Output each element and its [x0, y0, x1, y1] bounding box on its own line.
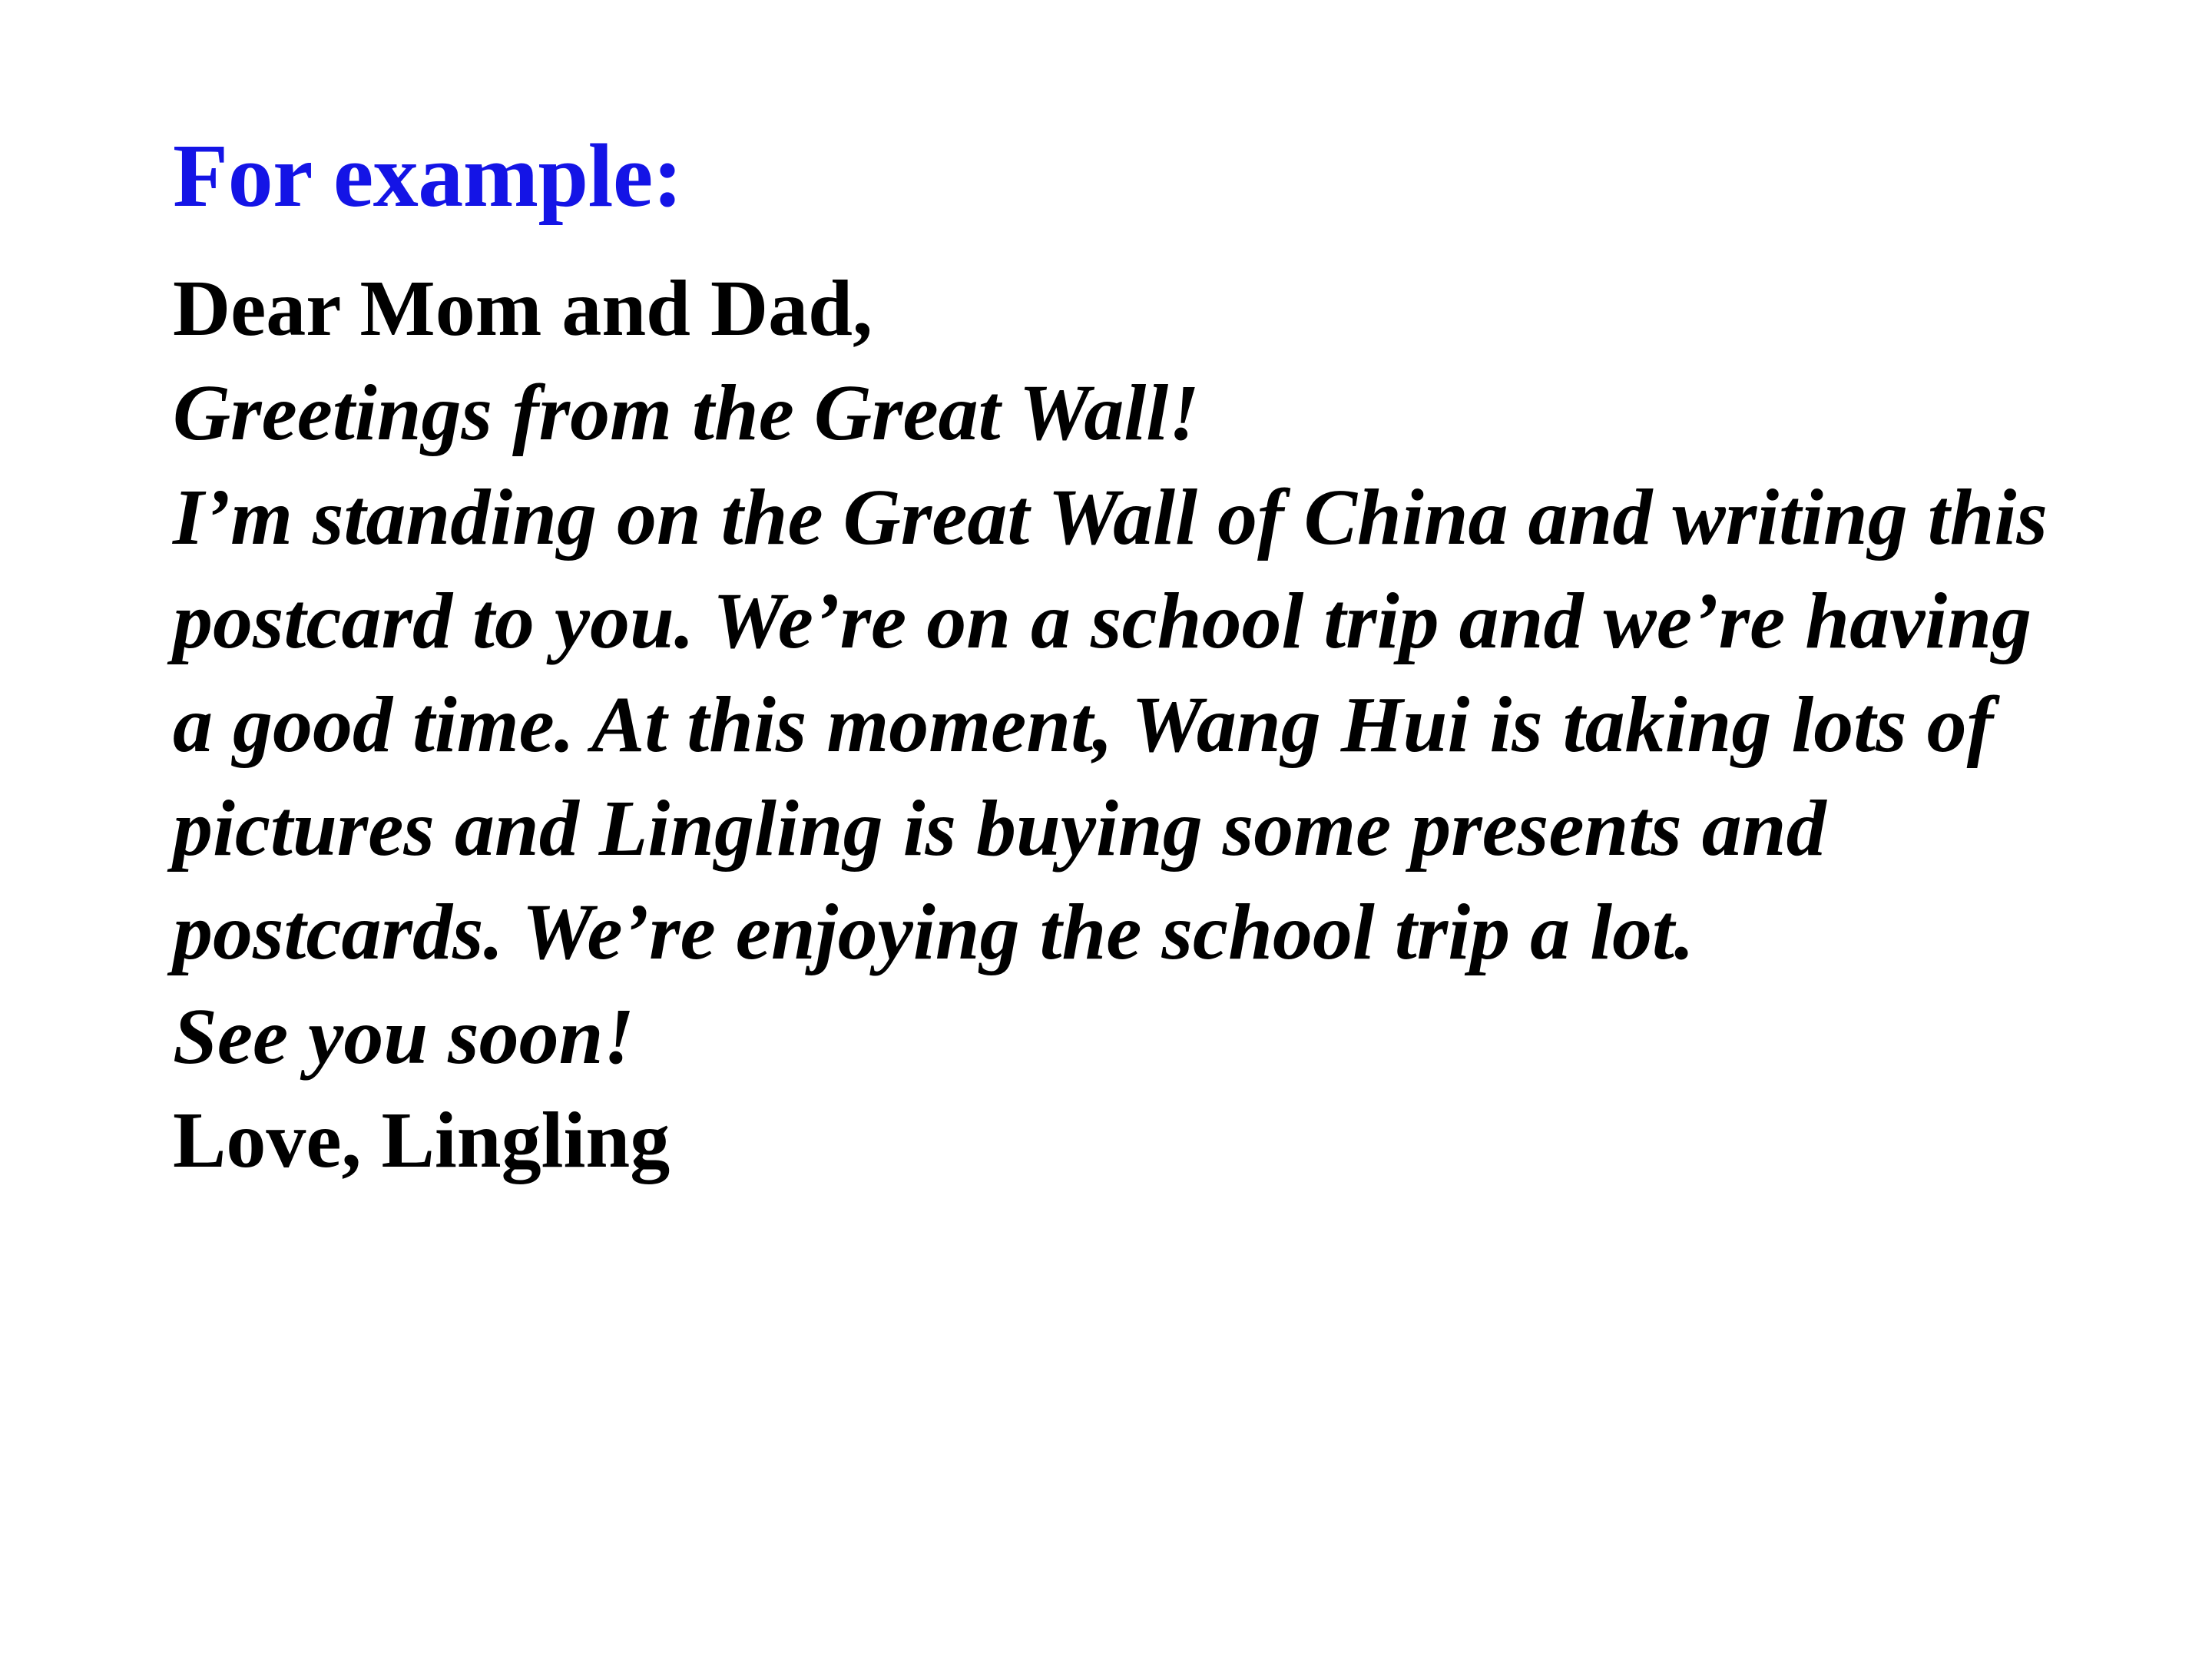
postcard-salutation: Dear Mom and Dad,	[173, 264, 873, 353]
postcard-greeting-line: Greetings from the Great Wall!	[173, 369, 1200, 458]
page-title: For example:	[173, 125, 683, 226]
postcard-signoff: Love, Lingling	[173, 1095, 671, 1184]
postcard-body: I’m standing on the Great Wall of China and writing this postcard to you. We’re on a school trip and we’re having a good time. At this moment, Wang Hui is taking lots of pictures and Lingling is buying some presents and postcards. We’re enjoying the school trip a lot.	[173, 472, 2048, 977]
postcard-text-block	[173, 264, 2074, 1189]
postcard-closing-line: See you soon!	[173, 992, 634, 1081]
